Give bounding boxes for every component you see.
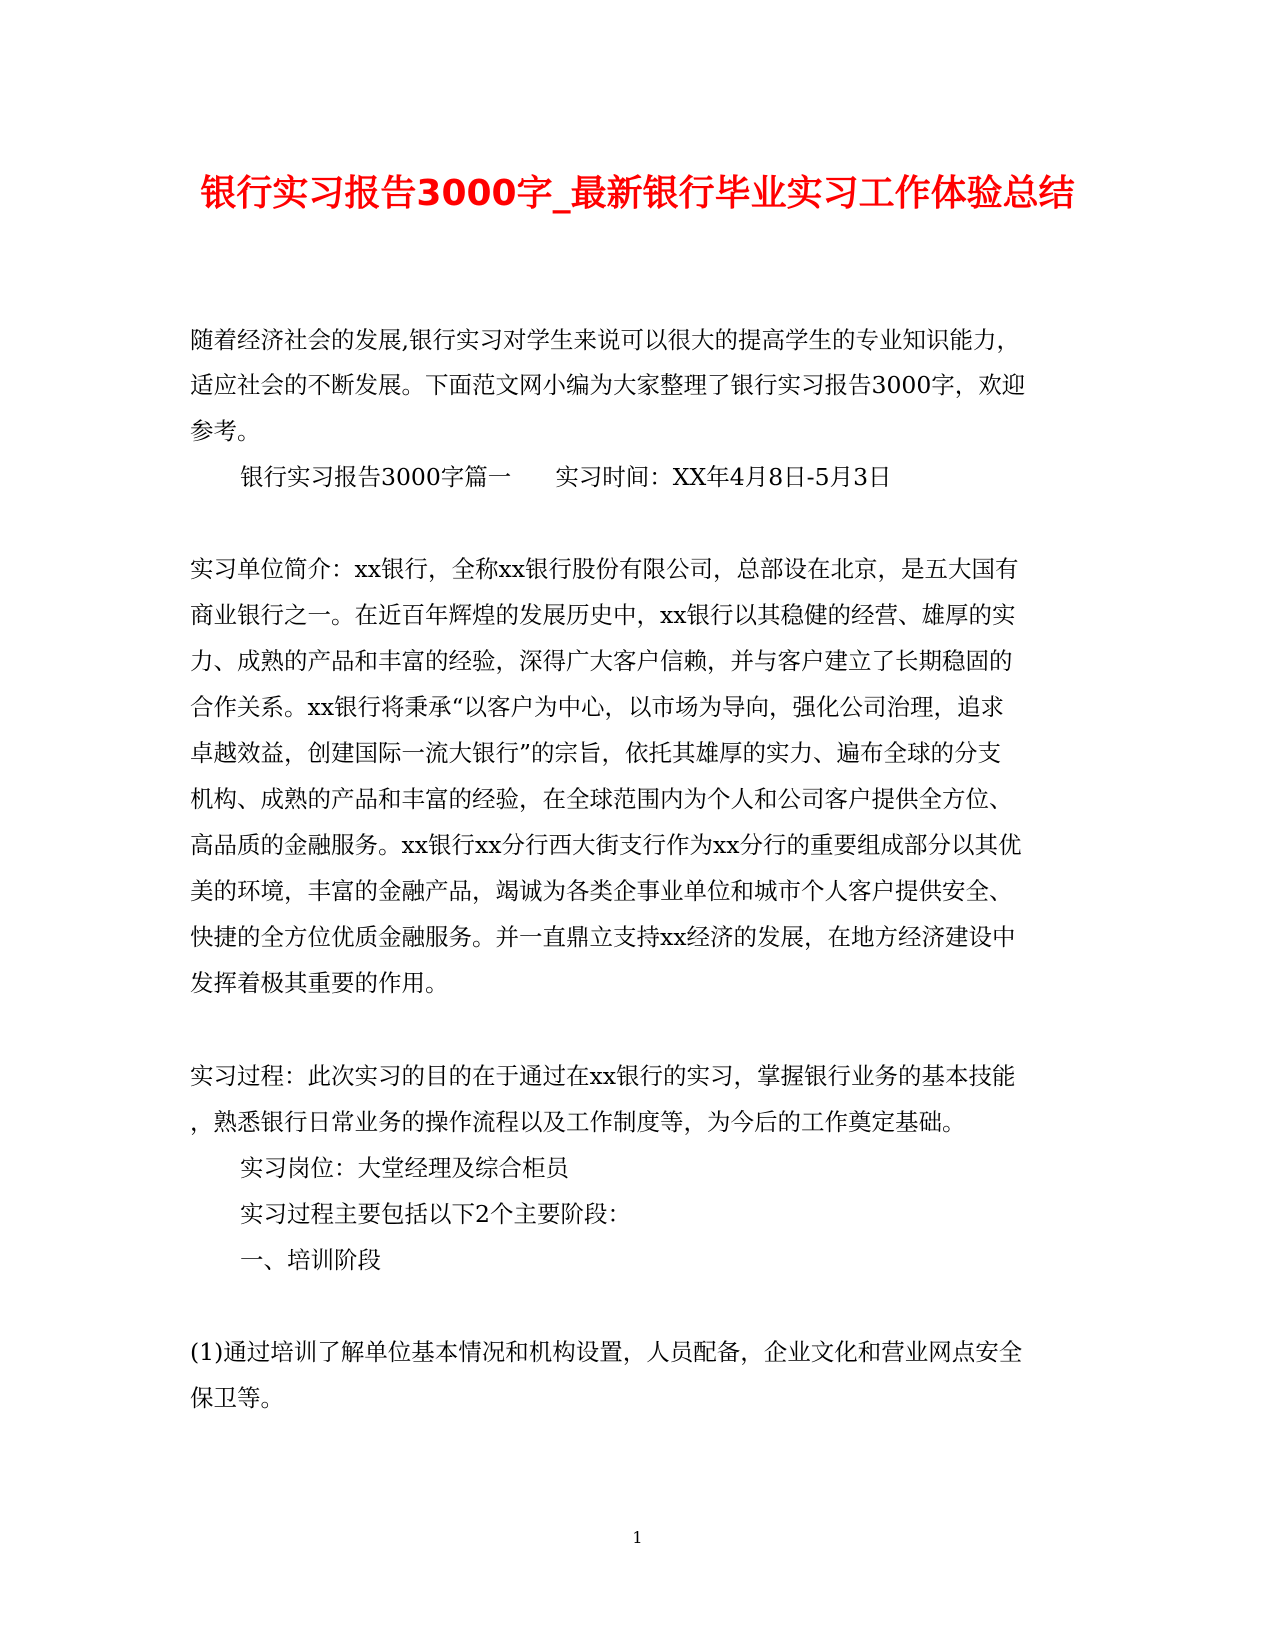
page-number: 1: [632, 1528, 643, 1547]
internship-time: 实习时间：XX年4月8日-5月3日: [555, 463, 892, 491]
section-heading: 银行实习报告3000字篇一: [240, 463, 512, 491]
stages-intro: 实习过程主要包括以下2个主要阶段：: [240, 1200, 631, 1228]
intro-line-3: 参考。: [190, 417, 261, 445]
unit-intro-line-8: 美的环境，丰富的金融产品，竭诚为各类企事业单位和城市个人客户提供安全、: [190, 877, 1013, 905]
unit-intro-line-4: 合作关系。xx银行将秉承“以客户为中心，以市场为导向，强化公司治理，追求: [190, 693, 1005, 721]
internship-position: 实习岗位：大堂经理及综合柜员: [240, 1154, 569, 1182]
unit-intro-line-6: 机构、成熟的产品和丰富的经验，在全球范围内为个人和公司客户提供全方位、: [190, 785, 1013, 813]
unit-intro-line-3: 力、成熟的产品和丰富的经验，深得广大客户信赖，并与客户建立了长期稳固的: [190, 647, 1013, 675]
unit-intro-line-10: 发挥着极其重要的作用。: [190, 969, 449, 997]
intro-line-2: 适应社会的不断发展。下面范文网小编为大家整理了银行实习报告3000字，欢迎: [190, 371, 1026, 399]
process-line-2: ，熟悉银行日常业务的操作流程以及工作制度等，为今后的工作奠定基础。: [190, 1108, 966, 1136]
unit-intro-line-7: 高品质的金融服务。xx银行xx分行西大街支行作为xx分行的重要组成部分以其优: [190, 831, 1022, 859]
training-line-2: 保卫等。: [190, 1384, 284, 1412]
unit-intro-line-1: 实习单位简介：xx银行，全称xx银行股份有限公司，总部设在北京，是五大国有: [190, 555, 1019, 583]
intro-line-1: 随着经济社会的发展,银行实习对学生来说可以很大的提高学生的专业知识能力，: [190, 326, 1020, 354]
training-line-1: (1)通过培训了解单位基本情况和机构设置，人员配备，企业文化和营业网点安全: [190, 1338, 1023, 1366]
unit-intro-line-9: 快捷的全方位优质金融服务。并一直鼎立支持xx经济的发展，在地方经济建设中: [190, 923, 1016, 951]
unit-intro-line-2: 商业银行之一。在近百年辉煌的发展历史中，xx银行以其稳健的经营、雄厚的实: [190, 601, 1016, 629]
section-heading-row: [240, 461, 892, 493]
process-line-1: 实习过程：此次实习的目的在于通过在xx银行的实习，掌握银行业务的基本技能: [190, 1062, 1016, 1090]
document-title: 银行实习报告3000字_最新银行毕业实习工作体验总结: [200, 173, 1075, 214]
stage-one-heading: 一、培训阶段: [240, 1246, 381, 1274]
unit-intro-line-5: 卓越效益，创建国际一流大银行”的宗旨，依托其雄厚的实力、遍布全球的分支: [190, 739, 1002, 767]
